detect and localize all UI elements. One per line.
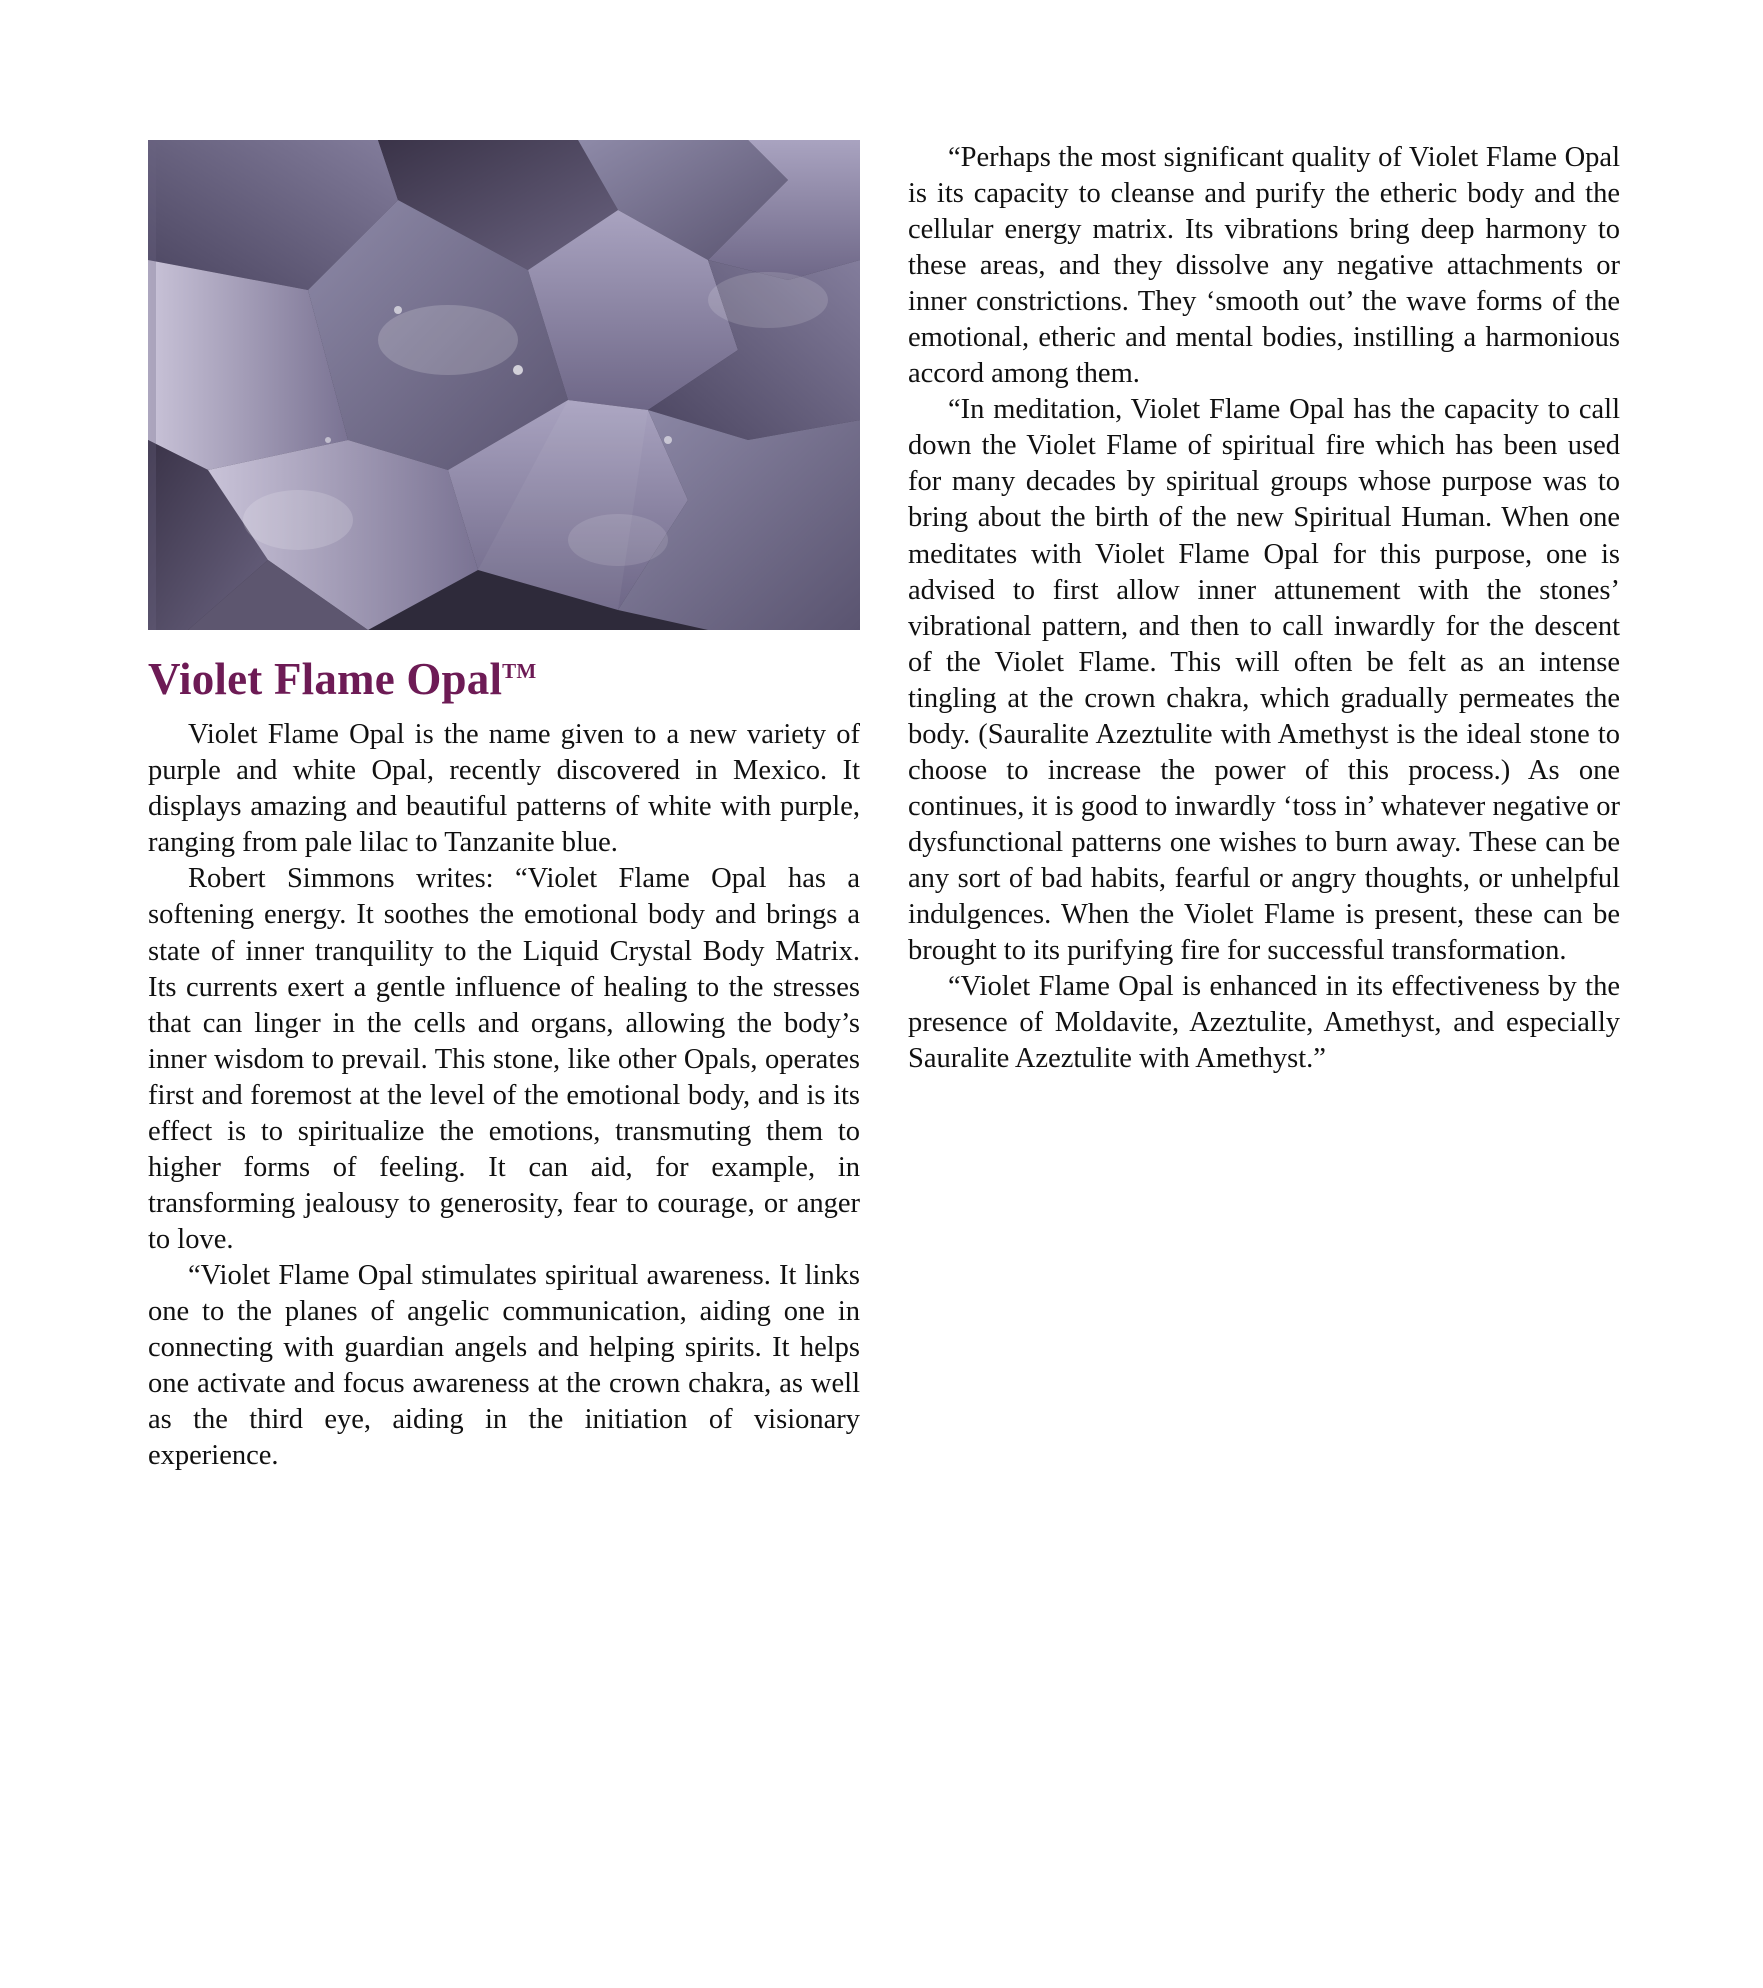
two-column-layout (148, 140, 1620, 1474)
body-paragraph: “In meditation, Violet Flame Opal has the capacity to call down the Violet Flame of spiritual fire which has been used for many decades by spiritual groups whose purpose was to bring about the birth of the new Spiritual Human. When one meditates with Violet Flame Opal for this purpose, one is advised to first allow inner attunement with the stones’ vibrational pattern, and then to call inwardly for the descent of the Violet Flame. This will often be felt as an intense tingling at the crown chakra, which gradually permeates the body. (Sauralite Azeztulite with Amethyst is the ideal stone to choose to increase the power of this process.) As one continues, it is good to inwardly ‘toss in’ whatever negative or dysfunctional patterns one wishes to burn away. These can be any sort of bad habits, fearful or angry thoughts, or unhelpful indulgences. When the Violet Flame is present, these can be brought to its purifying fire for successful transformation. (908, 394, 1620, 967)
body-paragraph: “Violet Flame Opal is enhanced in its effectiveness by the presence of Moldavite, Azeztulite, Amethyst, and especially Sauralite Azeztulite with Amethyst.” (908, 971, 1620, 1075)
body-paragraph: Robert Simmons writes: “Violet Flame Opal has a softening energy. It soothes the emotional body and brings a state of inner tranquility to the Liquid Crystal Body Matrix. Its currents exert a gentle influence of healing to the stresses that can linger in the cells and organs, allowing the body’s inner wisdom to prevail. This stone, like other Opals, operates first and foremost at the level of the emotional body, and is its effect is to spiritualize the emotions, transmuting them to higher forms of feeling. It can aid, for example, in transforming jealousy to generosity, fear to courage, or anger to love. (148, 863, 860, 1255)
body-paragraph: “Violet Flame Opal stimulates spiritual awareness. It links one to the planes of angelic communication, aiding one in connecting with guardian angels and helping spirits. It helps one activate and focus awareness at the crown chakra, as well as the third eye, aiding in the initiation of visionary experience. (148, 1259, 860, 1472)
page-title (148, 656, 860, 703)
violet-flame-opal-rough-stones-photo (148, 140, 860, 630)
body-paragraph: Violet Flame Opal is the name given to a new variety of purple and white Opal, recently discovered in Mexico. It displays amazing and beautiful patterns of white with purple, ranging from pale lilac to Tanzanite blue. (148, 719, 860, 859)
right-column (908, 140, 1620, 1474)
left-column (148, 140, 860, 1474)
body-paragraph: “Perhaps the most significant quality of Violet Flame Opal is its capacity to cleanse and purify the etheric body and the cellular energy matrix. Its vibrations bring deep harmony to these areas, and they dissolve any negative attachments or inner constrictions. They ‘smooth out’ the wave forms of the emotional, etheric and mental bodies, instilling a harmonious accord among them. (908, 142, 1620, 390)
trademark-mark: TM (502, 659, 537, 683)
stone-photo-graphic (148, 140, 860, 630)
page-title-text: Violet Flame Opal (148, 654, 503, 704)
